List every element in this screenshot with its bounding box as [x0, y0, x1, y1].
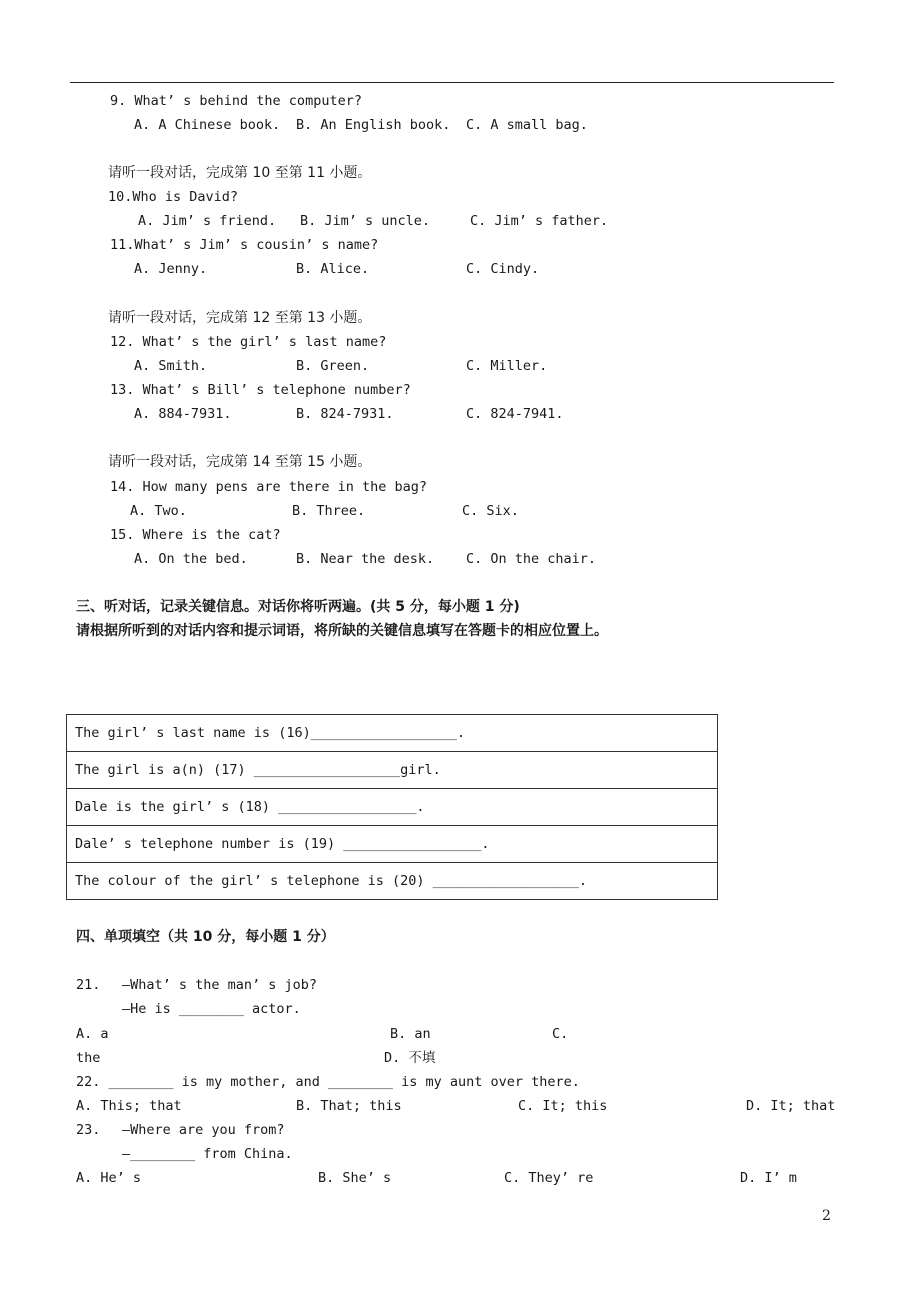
intro-10-11: 请听一段对话，完成第 10 至第 11 小题。: [108, 165, 372, 181]
q11-option-b: B. Alice.: [296, 261, 370, 277]
q21-number: 21.: [76, 977, 101, 993]
q10-question: 10.Who is David?: [108, 189, 239, 205]
section4-title: 四、单项填空（共 10 分，每小题 1 分）: [76, 929, 335, 945]
q13-option-b: B. 824-7931.: [296, 406, 394, 422]
q22-option-d: D. It; that: [746, 1098, 836, 1114]
q14-option-a: A. Two.: [130, 503, 187, 519]
q11-option-a: A. Jenny.: [134, 261, 208, 277]
q23-line2: —________ from China.: [122, 1146, 293, 1162]
q21-option-b: B. an: [390, 1026, 431, 1042]
key-info-row-16[interactable]: The girl’ s last name is (16)__________________.: [67, 715, 718, 752]
key-info-row-17[interactable]: The girl is a(n) (17) __________________girl.: [67, 752, 718, 789]
intro-12-13: 请听一段对话，完成第 12 至第 13 小题。: [108, 310, 372, 326]
q15-option-b: B. Near the desk.: [296, 551, 435, 567]
key-info-table: [66, 714, 718, 900]
header-rule: [70, 82, 834, 83]
q12-option-a: A. Smith.: [134, 358, 208, 374]
q15-option-c: C. On the chair.: [466, 551, 597, 567]
q22-line: 22. ________ is my mother, and ________ is my aunt over there.: [76, 1074, 580, 1090]
q23-option-a: A. He’ s: [76, 1170, 142, 1186]
q23-option-d: D. I’ m: [740, 1170, 797, 1186]
q14-option-c: C. Six.: [462, 503, 519, 519]
q13-option-a: A. 884-7931.: [134, 406, 232, 422]
q23-option-c: C. They’ re: [504, 1170, 594, 1186]
q12-question: 12. What’ s the girl’ s last name?: [110, 334, 387, 350]
q21-option-c: C.: [552, 1026, 569, 1042]
q9-question: 9. What’ s behind the computer?: [110, 93, 362, 109]
key-info-row-19[interactable]: Dale’ s telephone number is (19) _________________.: [67, 826, 718, 863]
q11-question: 11.What’ s Jim’ s cousin’ s name?: [110, 237, 379, 253]
q21-line1: —What’ s the man’ s job?: [122, 977, 318, 993]
q21-option-c-text: the: [76, 1050, 101, 1066]
q23-line1: —Where are you from?: [122, 1122, 285, 1138]
q15-question: 15. Where is the cat?: [110, 527, 281, 543]
key-info-row-20[interactable]: The colour of the girl’ s telephone is (20) __________________.: [67, 863, 718, 900]
key-info-row-18[interactable]: Dale is the girl’ s (18) _________________.: [67, 789, 718, 826]
q10-option-c: C. Jim’ s father.: [470, 213, 609, 229]
section3-title: 三、听对话，记录关键信息。对话你将听两遍。(共 5 分，每小题 1 分): [76, 599, 520, 615]
q22-option-b: B. That; this: [296, 1098, 402, 1114]
q13-question: 13. What’ s Bill’ s telephone number?: [110, 382, 411, 398]
q15-option-a: A. On the bed.: [134, 551, 248, 567]
q23-number: 23.: [76, 1122, 101, 1138]
section3-instruction: 请根据所听到的对话内容和提示词语，将所缺的关键信息填写在答题卡的相应位置上。: [76, 623, 608, 639]
q10-option-a: A. Jim’ s friend.: [138, 213, 277, 229]
q12-option-c: C. Miller.: [466, 358, 548, 374]
q12-option-b: B. Green.: [296, 358, 370, 374]
q14-question: 14. How many pens are there in the bag?: [110, 479, 427, 495]
q21-option-d: D. 不填: [384, 1050, 436, 1066]
q21-option-a: A. a: [76, 1026, 109, 1042]
q22-option-a: A. This; that: [76, 1098, 182, 1114]
q9-option-a: A. A Chinese book.: [134, 117, 281, 133]
q10-option-b: B. Jim’ s uncle.: [300, 213, 431, 229]
q23-option-b: B. She’ s: [318, 1170, 392, 1186]
page-number: 2: [822, 1208, 831, 1224]
intro-14-15: 请听一段对话，完成第 14 至第 15 小题。: [108, 454, 372, 470]
q9-option-c: C. A small bag.: [466, 117, 588, 133]
q21-line2: —He is ________ actor.: [122, 1001, 301, 1017]
q9-option-b: B. An English book.: [296, 117, 451, 133]
q11-option-c: C. Cindy.: [466, 261, 540, 277]
q13-option-c: C. 824-7941.: [466, 406, 564, 422]
q22-option-c: C. It; this: [518, 1098, 608, 1114]
q14-option-b: B. Three.: [292, 503, 366, 519]
